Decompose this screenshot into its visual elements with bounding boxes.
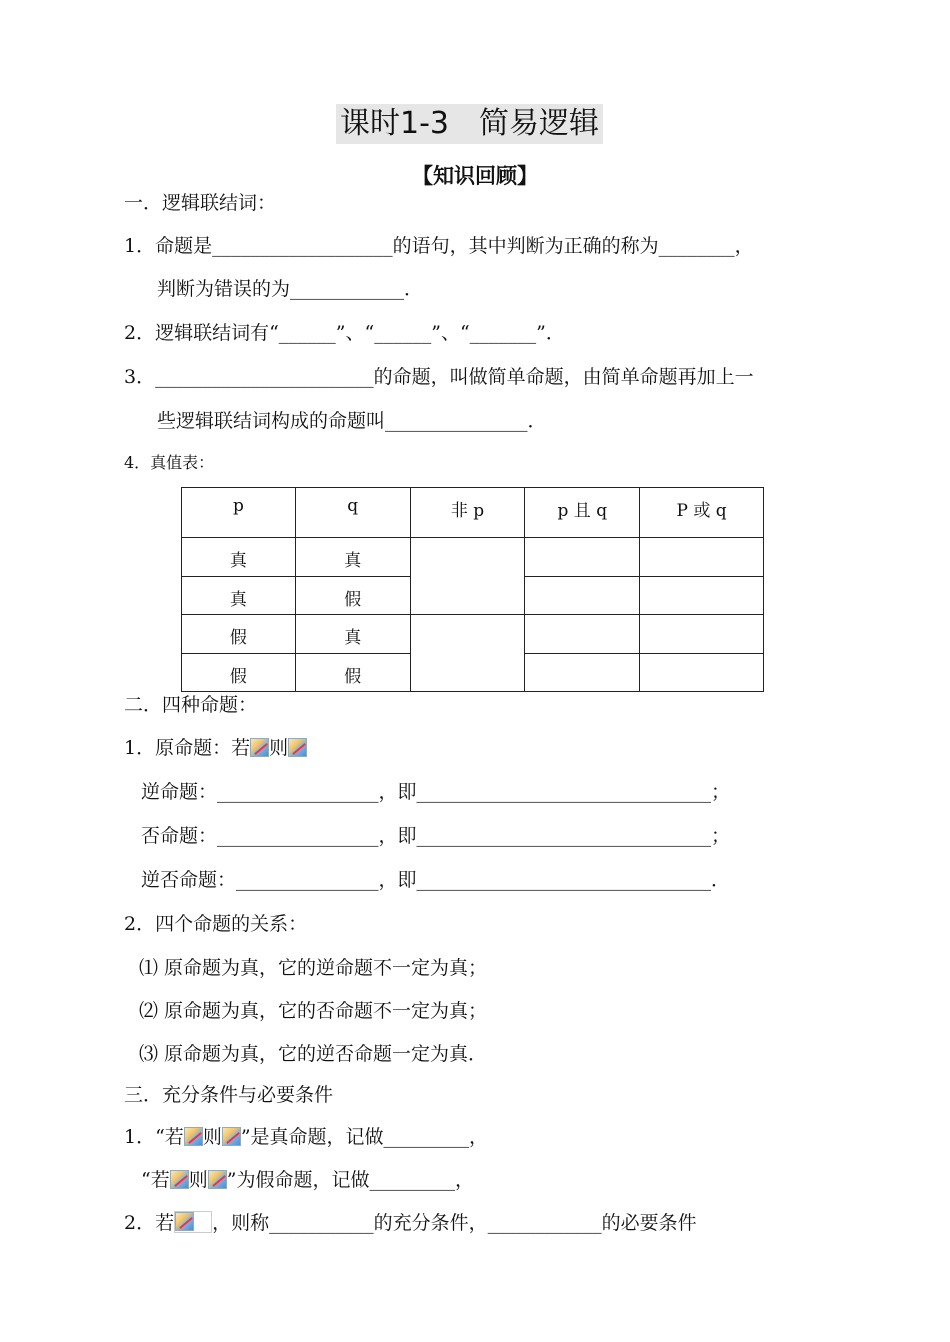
header-p-or-q: P 或 q [640,488,764,538]
cell-and-blank [525,615,640,654]
image-frame [174,1211,212,1233]
cell-p: 真 [182,576,296,615]
cell-or-blank [640,576,764,615]
truth-table [181,487,764,692]
cell-and-blank [525,576,640,615]
cell-or-blank [640,615,764,654]
item-1-2: 2．逻辑联结词有“______”、“______”、“_______”． [124,322,565,344]
cell-q: 真 [295,615,410,654]
item-2-1 [124,735,307,761]
broken-image-icon [170,1170,189,1189]
header-p-and-q: p 且 q [525,488,640,538]
cell-or-blank [640,653,764,692]
false-proposition-text: ”为假命题，记做_________， [226,1169,474,1191]
broken-image-icon [175,1212,194,1231]
true-proposition-text: ”是真命题，记做_________， [240,1126,489,1148]
item-3-1-line-b [141,1167,474,1193]
if-prefix: “若 [141,1169,170,1191]
section-1-heading: 一．逻辑联结词： [124,192,277,214]
if-prefix: 2．若 [124,1212,175,1234]
cell-not-p-blank [410,615,525,692]
cell-p: 真 [182,538,296,577]
broken-image-icon [288,738,307,757]
page-title: 课时1-3 简易逻辑 [336,104,603,144]
broken-image-icon [222,1127,241,1146]
item-2-2: 2．四个命题的关系： [124,913,308,935]
cell-p: 假 [182,615,296,654]
if-prefix: 1．“若 [124,1126,184,1148]
truth-table-header-row [182,488,764,538]
header-not-p: 非 p [410,488,525,538]
inverse-line: 否命题：_________________，即_______________________________； [141,825,731,847]
cell-q: 真 [295,538,410,577]
cell-or-blank [640,538,764,577]
cell-and-blank [525,538,640,577]
header-p: p [182,488,296,538]
item-1-3-line-a: 3．_______________________的命题，叫做简单命题，由简单命题再加上一 [124,366,754,388]
then-word: 则 [188,1169,208,1191]
converse-line: 逆命题：_________________，即_______________________________； [141,781,731,803]
header-q: q [295,488,410,538]
cell-not-p-blank [410,538,525,615]
cell-q: 假 [295,653,410,692]
section-3-heading: 三．充分条件与必要条件 [124,1084,334,1106]
item-3-1-line-a [124,1124,488,1150]
broken-image-icon [250,738,269,757]
then-word: 则 [202,1126,222,1148]
broken-image-icon [184,1127,203,1146]
contrapositive-line: 逆否命题：_______________，即_______________________________． [141,869,731,891]
cell-and-blank [525,653,640,692]
condition-text: ，则称___________的充分条件，____________的必要条件 [212,1212,697,1234]
then-word: 则 [269,737,289,759]
broken-image-icon [208,1170,227,1189]
table-row [182,615,764,654]
relation-1: ⑴ 原命题为真，它的逆命题不一定为真； [139,957,488,979]
section-subtitle: 【知识回顾】 [412,164,538,188]
table-row [182,538,764,577]
cell-q: 假 [295,576,410,615]
item-3-2 [124,1210,697,1236]
original-proposition-label: 1．原命题：若 [124,737,251,759]
relation-3: ⑶ 原命题为真，它的逆否命题一定为真． [139,1043,488,1065]
cell-p: 假 [182,653,296,692]
section-2-heading: 二．四种命题： [124,694,258,716]
item-1-3-line-b: 些逻辑联结词构成的命题叫_______________． [157,410,547,432]
item-1-1-line-b: 判断为错误的为____________． [157,278,424,300]
relation-2: ⑵ 原命题为真，它的否命题不一定为真； [139,1000,488,1022]
item-1-1-line-a: 1．命题是___________________的语句，其中判断为正确的称为________， [124,235,754,257]
item-1-4: 4．真值表： [124,453,215,472]
